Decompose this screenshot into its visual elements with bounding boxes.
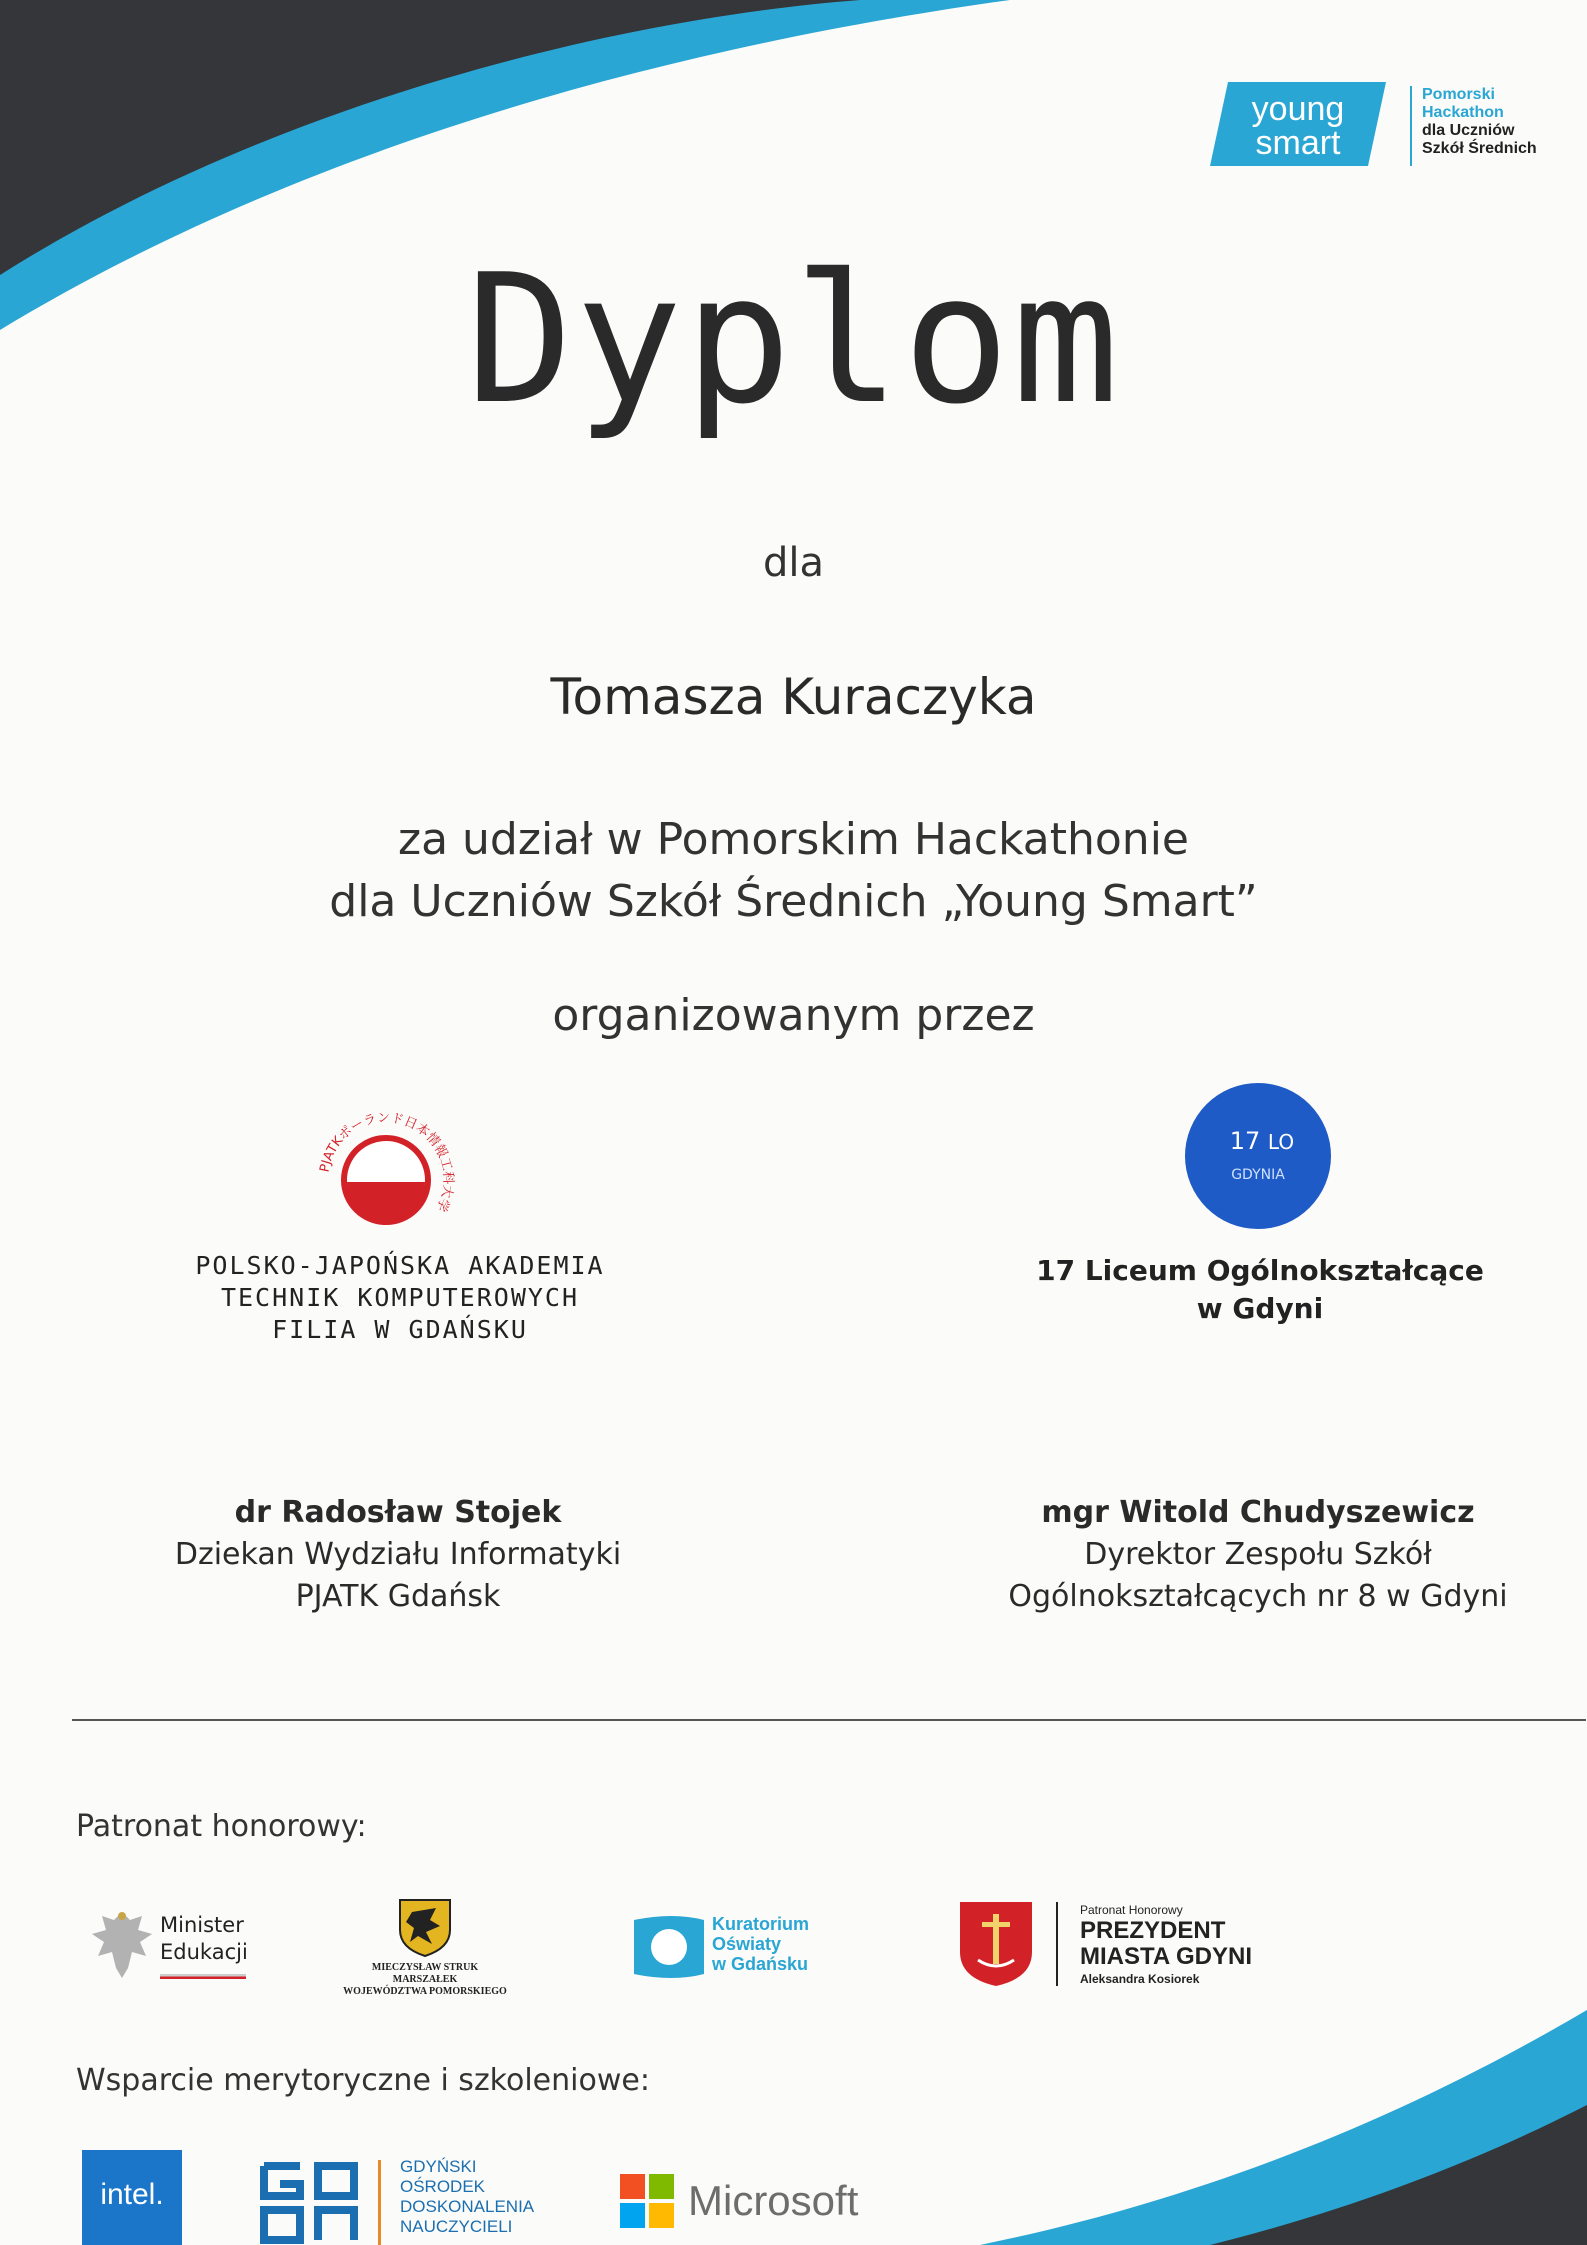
signatory-role: Ogólnokształcących nr 8 w Gdyni bbox=[1008, 1579, 1508, 1614]
young-smart-logo bbox=[1210, 82, 1386, 166]
minister-line: Edukacji bbox=[160, 1940, 248, 1964]
signatory-name: dr Radosław Stojek bbox=[234, 1495, 562, 1530]
prezydent-name: Aleksandra Kosiorek bbox=[1080, 1972, 1200, 1986]
logo-separator bbox=[1410, 86, 1412, 166]
logo-caption-line: Szkół Średnich bbox=[1422, 140, 1537, 157]
microsoft-logo-icon bbox=[620, 2174, 674, 2228]
reason-line-2: dla Uczniów Szkół Średnich „Young Smart” bbox=[329, 876, 1258, 927]
marszalek-line: MIECZYSŁAW STRUK bbox=[371, 1962, 479, 1973]
godn-separator bbox=[378, 2160, 381, 2245]
logo-caption-line: Pomorski bbox=[1422, 86, 1495, 103]
gdynia-crest-icon bbox=[960, 1902, 1032, 1986]
logo-caption-line: dla Uczniów bbox=[1422, 122, 1515, 139]
lo17-name-line: 17 Liceum Ogólnokształcące bbox=[1036, 1254, 1484, 1287]
prezydent-top: Patronat Honorowy bbox=[1080, 1903, 1183, 1917]
svg-text:17: 17 bbox=[1229, 1127, 1261, 1155]
logo-word-smart: smart bbox=[1255, 124, 1341, 162]
intel-logo-text: intel. bbox=[100, 2178, 164, 2211]
prezydent-separator bbox=[1056, 1902, 1058, 1986]
minister-line: Minister bbox=[160, 1913, 244, 1937]
logo-word-young: young bbox=[1251, 90, 1345, 128]
prezydent-label bbox=[1080, 1902, 1252, 1988]
kuratorium-logo-icon bbox=[628, 1912, 718, 1982]
signatory-role: Dziekan Wydziału Informatyki bbox=[174, 1537, 622, 1572]
pjatk-emblem-icon bbox=[316, 1110, 456, 1250]
lo17-badge-icon bbox=[1185, 1083, 1331, 1229]
diploma-title: Dyplom bbox=[466, 236, 1121, 443]
pjatk-name bbox=[140, 1250, 660, 1346]
godn-line: DOSKONALENIA bbox=[400, 2197, 535, 2216]
logo-caption bbox=[1422, 86, 1537, 158]
prezydent-line: MIASTA GDYNI bbox=[1080, 1943, 1252, 1970]
microsoft-logo-text: Microsoft bbox=[688, 2177, 859, 2224]
divider bbox=[72, 1719, 1586, 1721]
lo17-name-line: w Gdyni bbox=[1196, 1292, 1324, 1325]
godn-logo-icon bbox=[260, 2160, 360, 2245]
prezydent-line: PREZYDENT bbox=[1080, 1917, 1226, 1944]
patronage-label: Patronat honorowy: bbox=[76, 1809, 367, 1844]
support-label: Wsparcie merytoryczne i szkoleniowe: bbox=[76, 2063, 650, 2098]
svg-text:GDYNIA: GDYNIA bbox=[1231, 1167, 1285, 1183]
kuratorium-line: Kuratorium bbox=[712, 1914, 810, 1934]
marszalek-label bbox=[340, 1962, 510, 1998]
svg-text:PJATKポーランド日本情報工科大学: PJATKポーランド日本情報工科大学 bbox=[317, 1110, 456, 1214]
recipient-name: Tomasza Kuraczyka bbox=[550, 668, 1037, 726]
svg-text:LO: LO bbox=[1267, 1130, 1295, 1154]
pjatk-name-line: FILIA W GDAŃSKU bbox=[272, 1315, 528, 1344]
for-label: dla bbox=[762, 540, 824, 586]
polish-flag-stripe bbox=[160, 1974, 246, 1979]
minister-edukacji-label bbox=[160, 1912, 248, 1966]
signature-block-left bbox=[88, 1492, 708, 1618]
lo17-name bbox=[1000, 1252, 1520, 1328]
kuratorium-line: Oświaty bbox=[712, 1934, 782, 1954]
godn-line: OŚRODEK bbox=[400, 2177, 486, 2196]
pjatk-name-line: POLSKO-JAPOŃSKA AKADEMIA bbox=[195, 1251, 605, 1280]
marszalek-line: MARSZAŁEK bbox=[392, 1974, 458, 1985]
godn-line: GDYŃSKI bbox=[400, 2157, 477, 2176]
signature-block-right bbox=[948, 1492, 1568, 1618]
signatory-name: mgr Witold Chudyszewicz bbox=[1041, 1495, 1475, 1530]
kuratorium-label bbox=[712, 1914, 809, 1974]
godn-line: NAUCZYCIELI bbox=[400, 2217, 513, 2236]
marszalek-line: WOJEWÓDZTWA POMORSKIEGO bbox=[343, 1986, 507, 1997]
signatory-role: PJATK Gdańsk bbox=[295, 1579, 501, 1614]
organized-by-label: organizowanym przez bbox=[552, 990, 1035, 1041]
godn-label bbox=[400, 2157, 534, 2237]
reason-line-1: za udział w Pomorskim Hackathonie bbox=[398, 814, 1189, 865]
logo-caption-line: Hackathon bbox=[1422, 104, 1504, 121]
kuratorium-line: w Gdańsku bbox=[712, 1954, 809, 1974]
signatory-role: Dyrektor Zespołu Szkół bbox=[1084, 1537, 1432, 1572]
pjatk-name-line: TECHNIK KOMPUTEROWYCH bbox=[220, 1283, 580, 1312]
